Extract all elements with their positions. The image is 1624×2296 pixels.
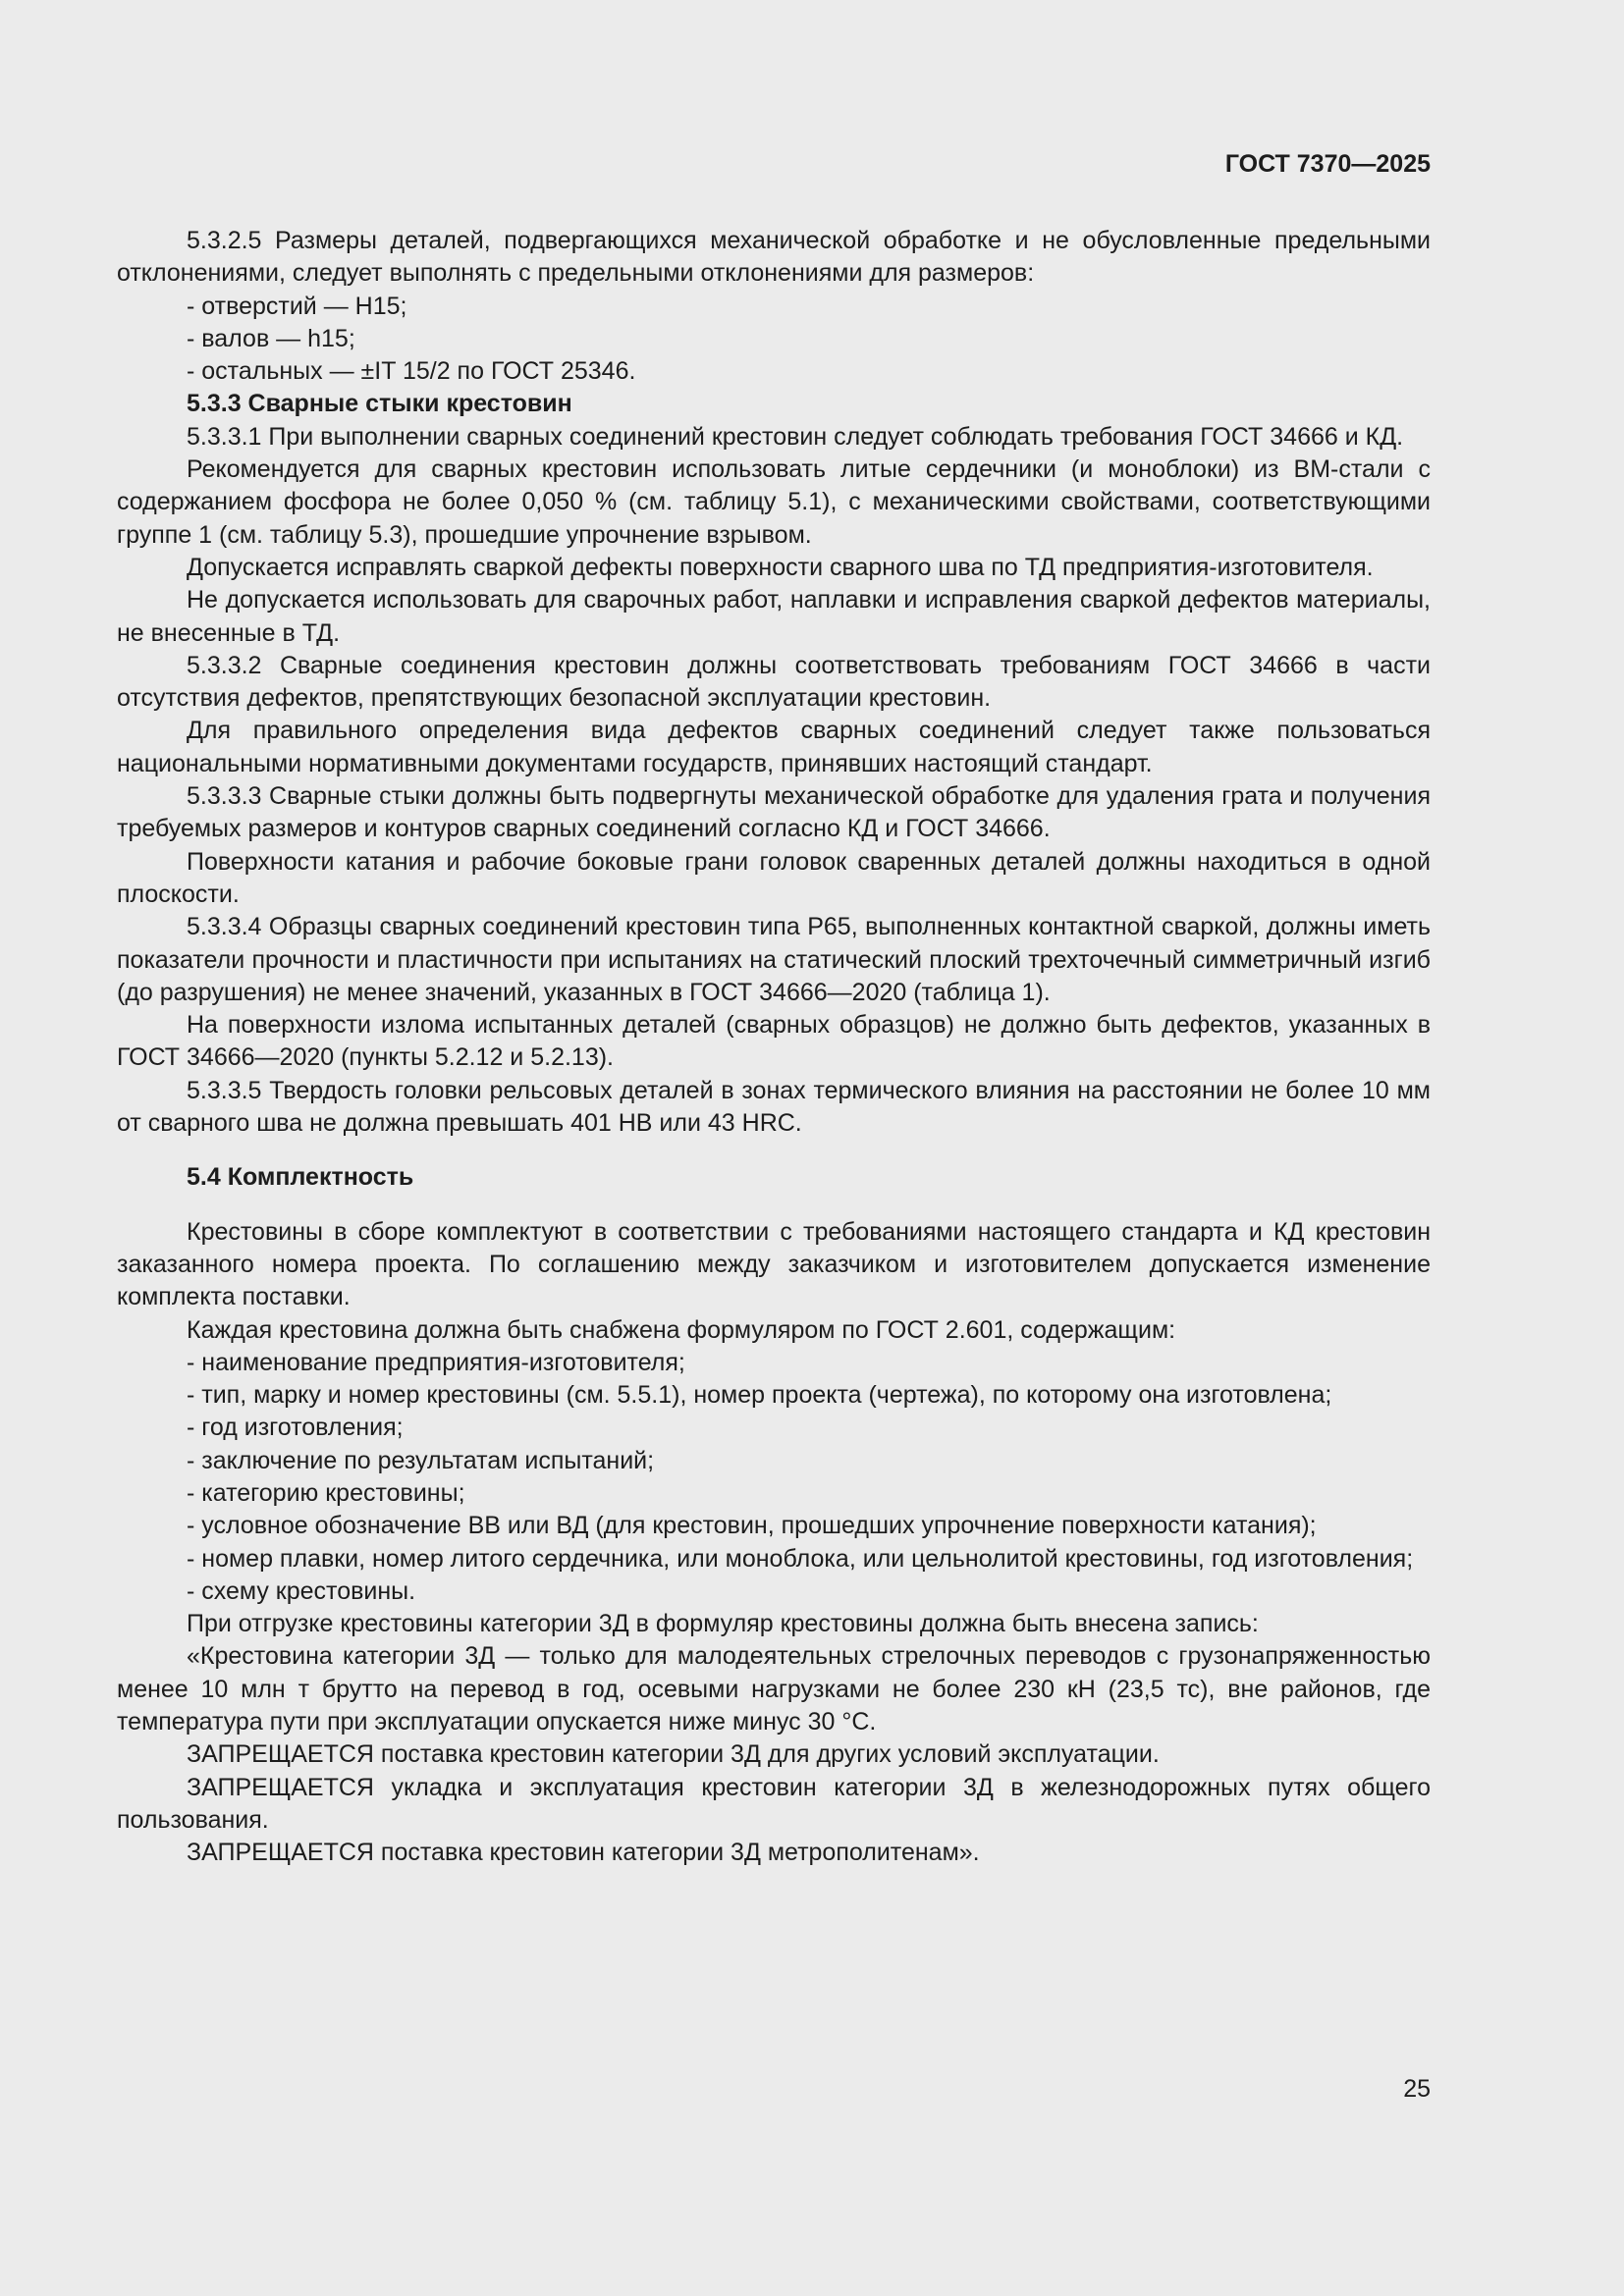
list-item: - категорию крестовины; [187, 1478, 465, 1507]
document-code-header: ГОСТ 7370—2025 [1224, 150, 1431, 178]
paragraph-5-3-3-5: 5.3.3.5 Твердость головки рельсовых деталей в зонах термического влияния на расстоянии не более 10 мм от сварного шва не должна превышать 401 НВ или 43 HRC. [117, 1076, 1431, 1138]
section-heading-5-4: 5.4 Комплектность [187, 1163, 414, 1192]
paragraph-recommendation: Рекомендуется для сварных крестовин использовать литые сердечники (и моноблоки) из ВМ-стали с содержанием фосфора не более 0,050 % (см. таблицу 5.1), с механическими свойствами, соответствующими группе 1 (см. таблицу 5.3), прошедшие упрочнение взрывом. [117, 455, 1431, 549]
list-item: - наименование предприятия-изготовителя; [187, 1348, 685, 1376]
paragraph-assembly: Крестовины в сборе комплектуют в соответствии с требованиями настоящего стандарта и КД крестовин заказанного номера проекта. По соглашению между заказчиком и изготовителем допускается изменение комплекта поставки. [117, 1217, 1431, 1311]
paragraph-5-3-2-5: 5.3.2.5 Размеры деталей, подвергающихся механической обработке и не обусловленные предельными отклонениями, следует выполнять с предельными отклонениями для размеров: [117, 227, 1431, 288]
list-item: - номер плавки, номер литого сердечника, или моноблока, или цельнолитой крестовины, год изготовления; [187, 1544, 1414, 1573]
paragraph-5-3-3-3: 5.3.3.3 Сварные стыки должны быть подвергнуты механической обработке для удаления грата и получения требуемых размеров и контуров сварных соединений согласно КД и ГОСТ 34666. [117, 782, 1431, 843]
paragraph-prohibition-3: ЗАПРЕЩАЕТСЯ поставка крестовин категории 3Д метрополитенам». [187, 1839, 980, 1867]
list-item: - заключение по результатам испытаний; [187, 1446, 655, 1474]
page-body [117, 225, 1431, 1870]
list-item: - отверстий — H15; [187, 292, 407, 320]
paragraph-5-3-3-2: 5.3.3.2 Сварные соединения крестовин должны соответствовать требованиям ГОСТ 34666 в части отсутствия дефектов, препятствующих безопасной эксплуатации крестовин. [117, 651, 1431, 713]
list-item: - схему крестовины. [187, 1576, 416, 1605]
paragraph-fracture-surface: На поверхности излома испытанных деталей (сварных образцов) не должно быть дефектов, указанных в ГОСТ 34666—2020 (пункты 5.2.12 и 5.2.13). [117, 1011, 1431, 1072]
paragraph-5-3-3-1: 5.3.3.1 При выполнении сварных соединений крестовин следует соблюдать требования ГОСТ 34666 и КД. [187, 422, 1404, 451]
list-item: - год изготовления; [187, 1414, 404, 1442]
list-item: - остальных — ±IT 15/2 по ГОСТ 25346. [187, 357, 636, 386]
paragraph-formular: Каждая крестовина должна быть снабжена формуляром по ГОСТ 2.601, содержащим: [187, 1315, 1176, 1344]
paragraph-rolling-surfaces: Поверхности катания и рабочие боковые грани головок сваренных деталей должны находиться в одной плоскости. [117, 847, 1431, 908]
paragraph-materials-not-allowed: Не допускается использовать для сварочных работ, наплавки и исправления сваркой дефектов материалы, не внесенные в ТД. [117, 586, 1431, 647]
paragraph-prohibition-1: ЗАПРЕЩАЕТСЯ поставка крестовин категории 3Д для других условий эксплуатации. [187, 1740, 1160, 1769]
list-item: - тип, марку и номер крестовины (см. 5.5.1), номер проекта (чертежа), по которому она изготовлена; [187, 1381, 1332, 1410]
section-heading-5-3-3: 5.3.3 Сварные стыки крестовин [187, 390, 572, 418]
paragraph-prohibition-2: ЗАПРЕЩАЕТСЯ укладка и эксплуатация крестовин категории 3Д в железнодорожных путях общего пользования. [117, 1773, 1431, 1834]
paragraph-repair-allowed: Допускается исправлять сваркой дефекты поверхности сварного шва по ТД предприятия-изготовителя. [187, 553, 1374, 581]
list-item: - условное обозначение ВВ или ВД (для крестовин, прошедших упрочнение поверхности катания); [187, 1512, 1317, 1540]
list-item: - валов — h15; [187, 324, 355, 352]
paragraph-defect-types: Для правильного определения вида дефектов сварных соединений следует также пользоваться национальными нормативными документами государств, принявших настоящий стандарт. [117, 717, 1431, 777]
paragraph-shipment-record: При отгрузке крестовины категории 3Д в формуляр крестовины должна быть внесена запись: [187, 1610, 1259, 1638]
paragraph-quoted-record: «Крестовина категории 3Д — только для малодеятельных стрелочных переводов с грузонапряженностью менее 10 млн т брутто на перевод в год, осевыми нагрузками не более 230 кН (23,5 тс), вне районов, где температура пути при эксплуатации опускается ниже минус 30 °С. [117, 1642, 1431, 1736]
page-number: 25 [1403, 2075, 1431, 2103]
paragraph-5-3-3-4: 5.3.3.4 Образцы сварных соединений крестовин типа Р65, выполненных контактной сваркой, должны иметь показатели прочности и пластичности при испытаниях на статический плоский трехточечный симметричный изгиб (до разрушения) не менее значений, указанных в ГОСТ 34666—2020 (таблица 1). [117, 913, 1431, 1006]
